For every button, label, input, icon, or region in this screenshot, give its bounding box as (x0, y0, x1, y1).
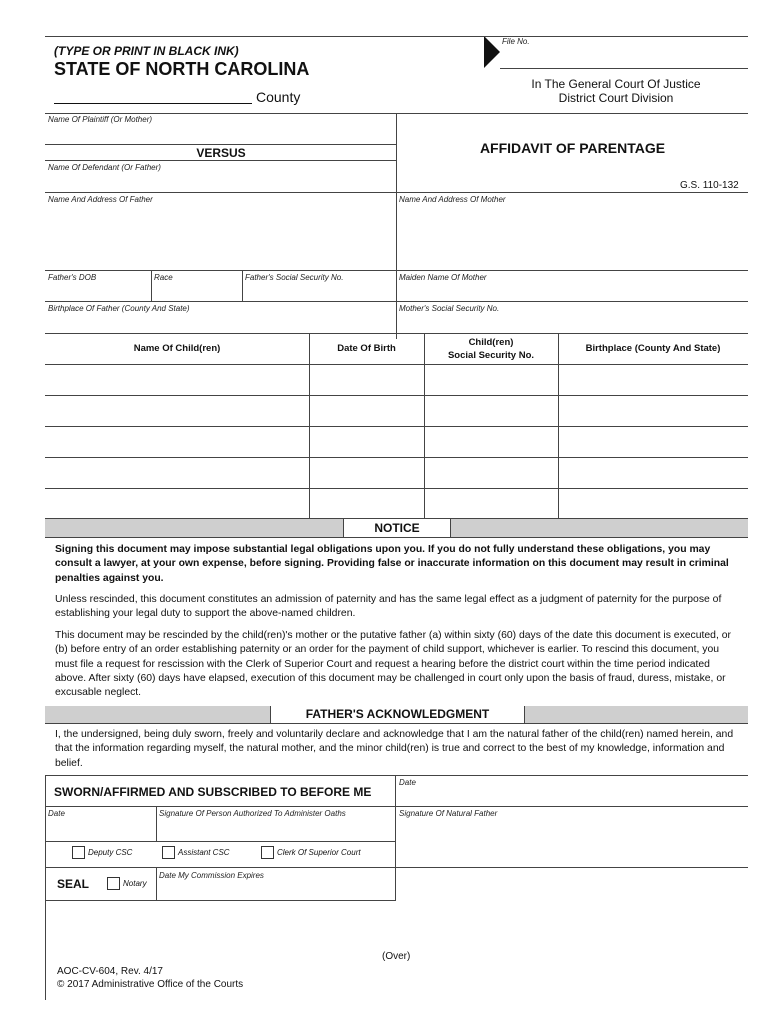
state-title: STATE OF NORTH CAROLINA (54, 59, 310, 79)
race-field[interactable] (154, 284, 239, 299)
plaintiff-label: Name Of Plaintiff (Or Mother) (48, 115, 153, 124)
race-label: Race (154, 273, 173, 282)
child-row[interactable] (46, 396, 746, 425)
father-birthplace-label: Birthplace Of Father (County And State) (48, 304, 190, 313)
form-title: AFFIDAVIT OF PARENTAGE (479, 140, 666, 156)
deputy-csc-option[interactable] (72, 846, 132, 859)
assistant-csc-label: Assistant CSC (178, 848, 230, 857)
father-dob-label: Father's DOB (48, 273, 97, 282)
father-birthplace-field[interactable] (48, 315, 393, 335)
assistant-csc-option[interactable] (162, 846, 230, 859)
child-row[interactable] (46, 365, 746, 394)
commission-expires-field[interactable] (159, 882, 391, 898)
signature-father-label: Signature Of Natural Father (399, 809, 498, 818)
deputy-csc-checkbox[interactable] (72, 846, 85, 859)
deputy-csc-label: Deputy CSC (88, 848, 133, 857)
county-field[interactable] (54, 102, 252, 104)
notice-title: NOTICE (343, 519, 451, 537)
child-row[interactable] (46, 489, 746, 517)
col-child-ssn-1: Child(ren) (468, 337, 514, 348)
plaintiff-field[interactable] (48, 126, 393, 144)
form-number: AOC-CV-604, Rev. 4/17 (57, 966, 163, 977)
col-birthplace: Birthplace (County And State) (585, 343, 721, 354)
notary-checkbox[interactable] (107, 877, 120, 890)
court-line-2: District Court Division (558, 91, 674, 105)
notice-warning: Signing this document may impose substantial legal obligations upon you. If you do not fully understand these obligations, you may consult a lawyer, at your own expense, before signing. Providing false or inaccurate information on this document may result in criminal penalties against you. (55, 544, 729, 584)
signature-admin-label: Signature Of Person Authorized To Administer Oaths (159, 809, 346, 818)
mother-maiden-label: Maiden Name Of Mother (399, 273, 487, 282)
commission-expires-label: Date My Commission Expires (159, 871, 264, 880)
signature-admin-field[interactable] (159, 820, 391, 840)
statute-ref: G.S. 110-132 (680, 180, 739, 191)
file-no-field[interactable] (540, 40, 740, 64)
acknowledgment-text: I, the undersigned, being duly sworn, freely and voluntarily declare and acknowledge that I am the natural father of the child(ren) named herein, and that the information regarding myself, the natural mother, and the minor child(ren) is true and correct to the best of my knowledge, information and belief. (55, 729, 734, 769)
notice-para-2: This document may be rescinded by the child(ren)'s mother or the putative father (a) within sixty (60) days of the date this document is executed, or (b) before entry of an order establishing paternity or an order for the payment of child support, whichever is earlier. To rescind this document, you must file a request for rescission with the Clerk of Superior Court and request a hearing before the district court within the time period indicated above. After sixty (60) days have elapsed, execution of this document may be challenged in court only upon the basis of fraud, duress, mistake, or excusable neglect. (55, 630, 731, 699)
clerk-superior-checkbox[interactable] (261, 846, 274, 859)
notice-para-1: Unless rescinded, this document constitutes an admission of paternity and has the same legal effect as a judgment of paternity for the purpose of establishing your legal duty to support the above-named children. (55, 594, 722, 620)
mother-name-address-field[interactable] (399, 206, 744, 268)
child-row[interactable] (46, 458, 746, 487)
county-label: County (256, 89, 301, 105)
col-child-ssn-2: Social Security No. (447, 350, 535, 361)
col-child-name: Name Of Child(ren) (133, 343, 221, 354)
copyright: © 2017 Administrative Office of the Courts (57, 979, 244, 990)
notary-label: Notary (123, 879, 147, 888)
defendant-field[interactable] (48, 174, 393, 192)
assistant-csc-checkbox[interactable] (162, 846, 175, 859)
father-name-address-label: Name And Address Of Father (48, 195, 153, 204)
court-line-1: In The General Court Of Justice (531, 77, 701, 91)
defendant-label: Name Of Defendant (Or Father) (48, 163, 161, 172)
clerk-superior-label: Clerk Of Superior Court (277, 848, 361, 857)
father-name-address-field[interactable] (48, 206, 393, 268)
father-ssn-field[interactable] (245, 284, 393, 299)
versus-label: VERSUS (196, 146, 246, 160)
date-label-left: Date (48, 809, 65, 818)
date-field-right[interactable] (399, 789, 744, 806)
ink-instruction: (TYPE OR PRINT IN BLACK INK) (54, 44, 239, 58)
signature-father-field[interactable] (399, 820, 744, 860)
seal-label: SEAL (57, 877, 90, 891)
date-label-right: Date (399, 778, 416, 787)
child-row[interactable] (46, 427, 746, 456)
over-label: (Over) (382, 951, 411, 962)
sworn-title: SWORN/AFFIRMED AND SUBSCRIBED TO BEFORE ME (54, 785, 372, 799)
file-no-label: File No. (502, 37, 530, 46)
date-field-left[interactable] (48, 820, 153, 840)
acknowledgment-title: FATHER'S ACKNOWLEDGMENT (270, 706, 525, 723)
mother-ssn-field[interactable] (399, 315, 744, 335)
mother-maiden-field[interactable] (399, 284, 744, 299)
mother-ssn-label: Mother's Social Security No. (399, 304, 500, 313)
father-dob-field[interactable] (48, 284, 148, 299)
file-arrow-icon (484, 36, 500, 68)
father-ssn-label: Father's Social Security No. (245, 273, 344, 282)
col-dob: Date Of Birth (337, 343, 396, 354)
notary-option[interactable] (107, 877, 147, 890)
mother-name-address-label: Name And Address Of Mother (399, 195, 506, 204)
clerk-superior-option[interactable] (261, 846, 361, 859)
